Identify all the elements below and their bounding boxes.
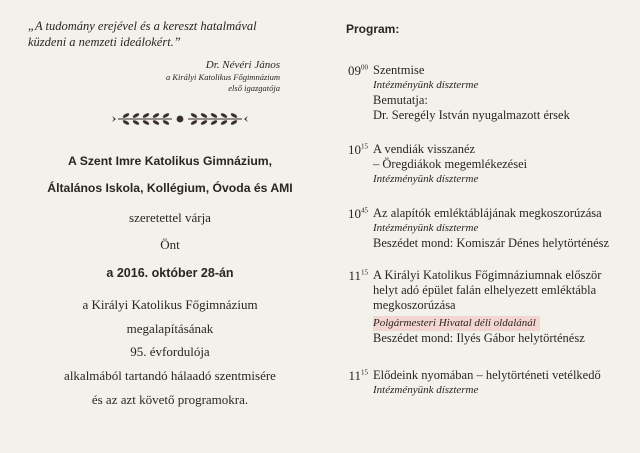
time-hour: 09 bbox=[348, 63, 361, 78]
program-venue: Intézményünk díszterme bbox=[373, 222, 479, 234]
invite-text-7: és az azt követő programokra. bbox=[91, 392, 249, 407]
time-minute: 45 bbox=[361, 206, 368, 215]
time-hour: 10 bbox=[348, 206, 361, 221]
invite-text-6: alkalmából tartandó hálaadó szentmisére bbox=[64, 368, 276, 383]
program-line: A vendiák visszanéz bbox=[373, 142, 476, 156]
time-hour: 10 bbox=[348, 142, 361, 157]
program-title: Program: bbox=[346, 22, 400, 36]
program-line: megkoszorúzása bbox=[373, 298, 456, 312]
motto-line-2: küzdeni a nemzeti ideálokért.” bbox=[28, 35, 181, 49]
program-panel bbox=[320, 0, 640, 453]
invite-text-4: megalapításának bbox=[126, 321, 214, 336]
motto-attribution bbox=[40, 58, 280, 94]
time-minute: 00 bbox=[361, 63, 368, 72]
motto-quote bbox=[28, 18, 328, 50]
motto-line-1: „A tudomány erejével és a kereszt hatalmával bbox=[28, 19, 257, 33]
program-line: Dr. Seregély István nyugalmazott érsek bbox=[373, 108, 570, 122]
invite-text-2: Önt bbox=[160, 237, 180, 252]
school-name-line-1: A Szent Imre Katolikus Gimnázium, bbox=[67, 154, 273, 168]
program-line: Az alapítók emléktáblájának megkoszorúzása bbox=[373, 206, 602, 220]
program-line: – Öregdiákok megemlékezései bbox=[373, 157, 528, 171]
program-time bbox=[338, 63, 368, 78]
program-venue: Intézményünk díszterme bbox=[373, 79, 479, 91]
program-line: Szentmise bbox=[373, 63, 425, 77]
time-minute: 15 bbox=[361, 368, 368, 377]
time-minute: 15 bbox=[361, 268, 368, 277]
program-line: Beszédet mond: Ilyés Gábor helytörténész bbox=[373, 331, 585, 345]
program-venue-highlighted: Polgármesteri Hivatal déli oldalánál bbox=[373, 316, 540, 331]
program-time bbox=[338, 206, 368, 221]
school-name-line-2: Általános Iskola, Kollégium, Óvoda és AMI bbox=[47, 181, 293, 195]
invite-text-5: 95. évfordulója bbox=[130, 344, 210, 359]
invite-text-3: a Királyi Katolikus Főgimnázium bbox=[82, 297, 258, 312]
program-line: Bemutatja: bbox=[373, 93, 428, 107]
laurel-ornament-icon bbox=[110, 108, 250, 130]
attribution-title-1: a Királyi Katolikus Főgimnázium bbox=[165, 72, 280, 82]
time-minute: 15 bbox=[361, 142, 368, 151]
attribution-name: Dr. Névéri János bbox=[205, 59, 280, 71]
program-line: Elődeink nyomában – helytörténeti vetélkedő bbox=[373, 368, 601, 382]
invite-text-1: szeretettel várja bbox=[129, 210, 211, 225]
time-hour: 11 bbox=[348, 268, 361, 283]
attribution-title-2: első igazgatója bbox=[228, 83, 280, 93]
program-line: A Királyi Katolikus Főgimnáziumnak először bbox=[373, 268, 602, 282]
program-time bbox=[338, 142, 368, 157]
program-time bbox=[338, 368, 368, 383]
event-date: a 2016. október 28-án bbox=[106, 266, 234, 280]
program-line: helyt adó épület falán elhelyezett emléktábla bbox=[373, 283, 597, 297]
program-time bbox=[338, 268, 368, 283]
program-venue: Intézményünk díszterme bbox=[373, 384, 479, 396]
program-line: Beszédet mond: Komiszár Dénes helytörténész bbox=[373, 236, 610, 250]
program-venue: Intézményünk díszterme bbox=[373, 173, 479, 185]
time-hour: 11 bbox=[348, 368, 361, 383]
